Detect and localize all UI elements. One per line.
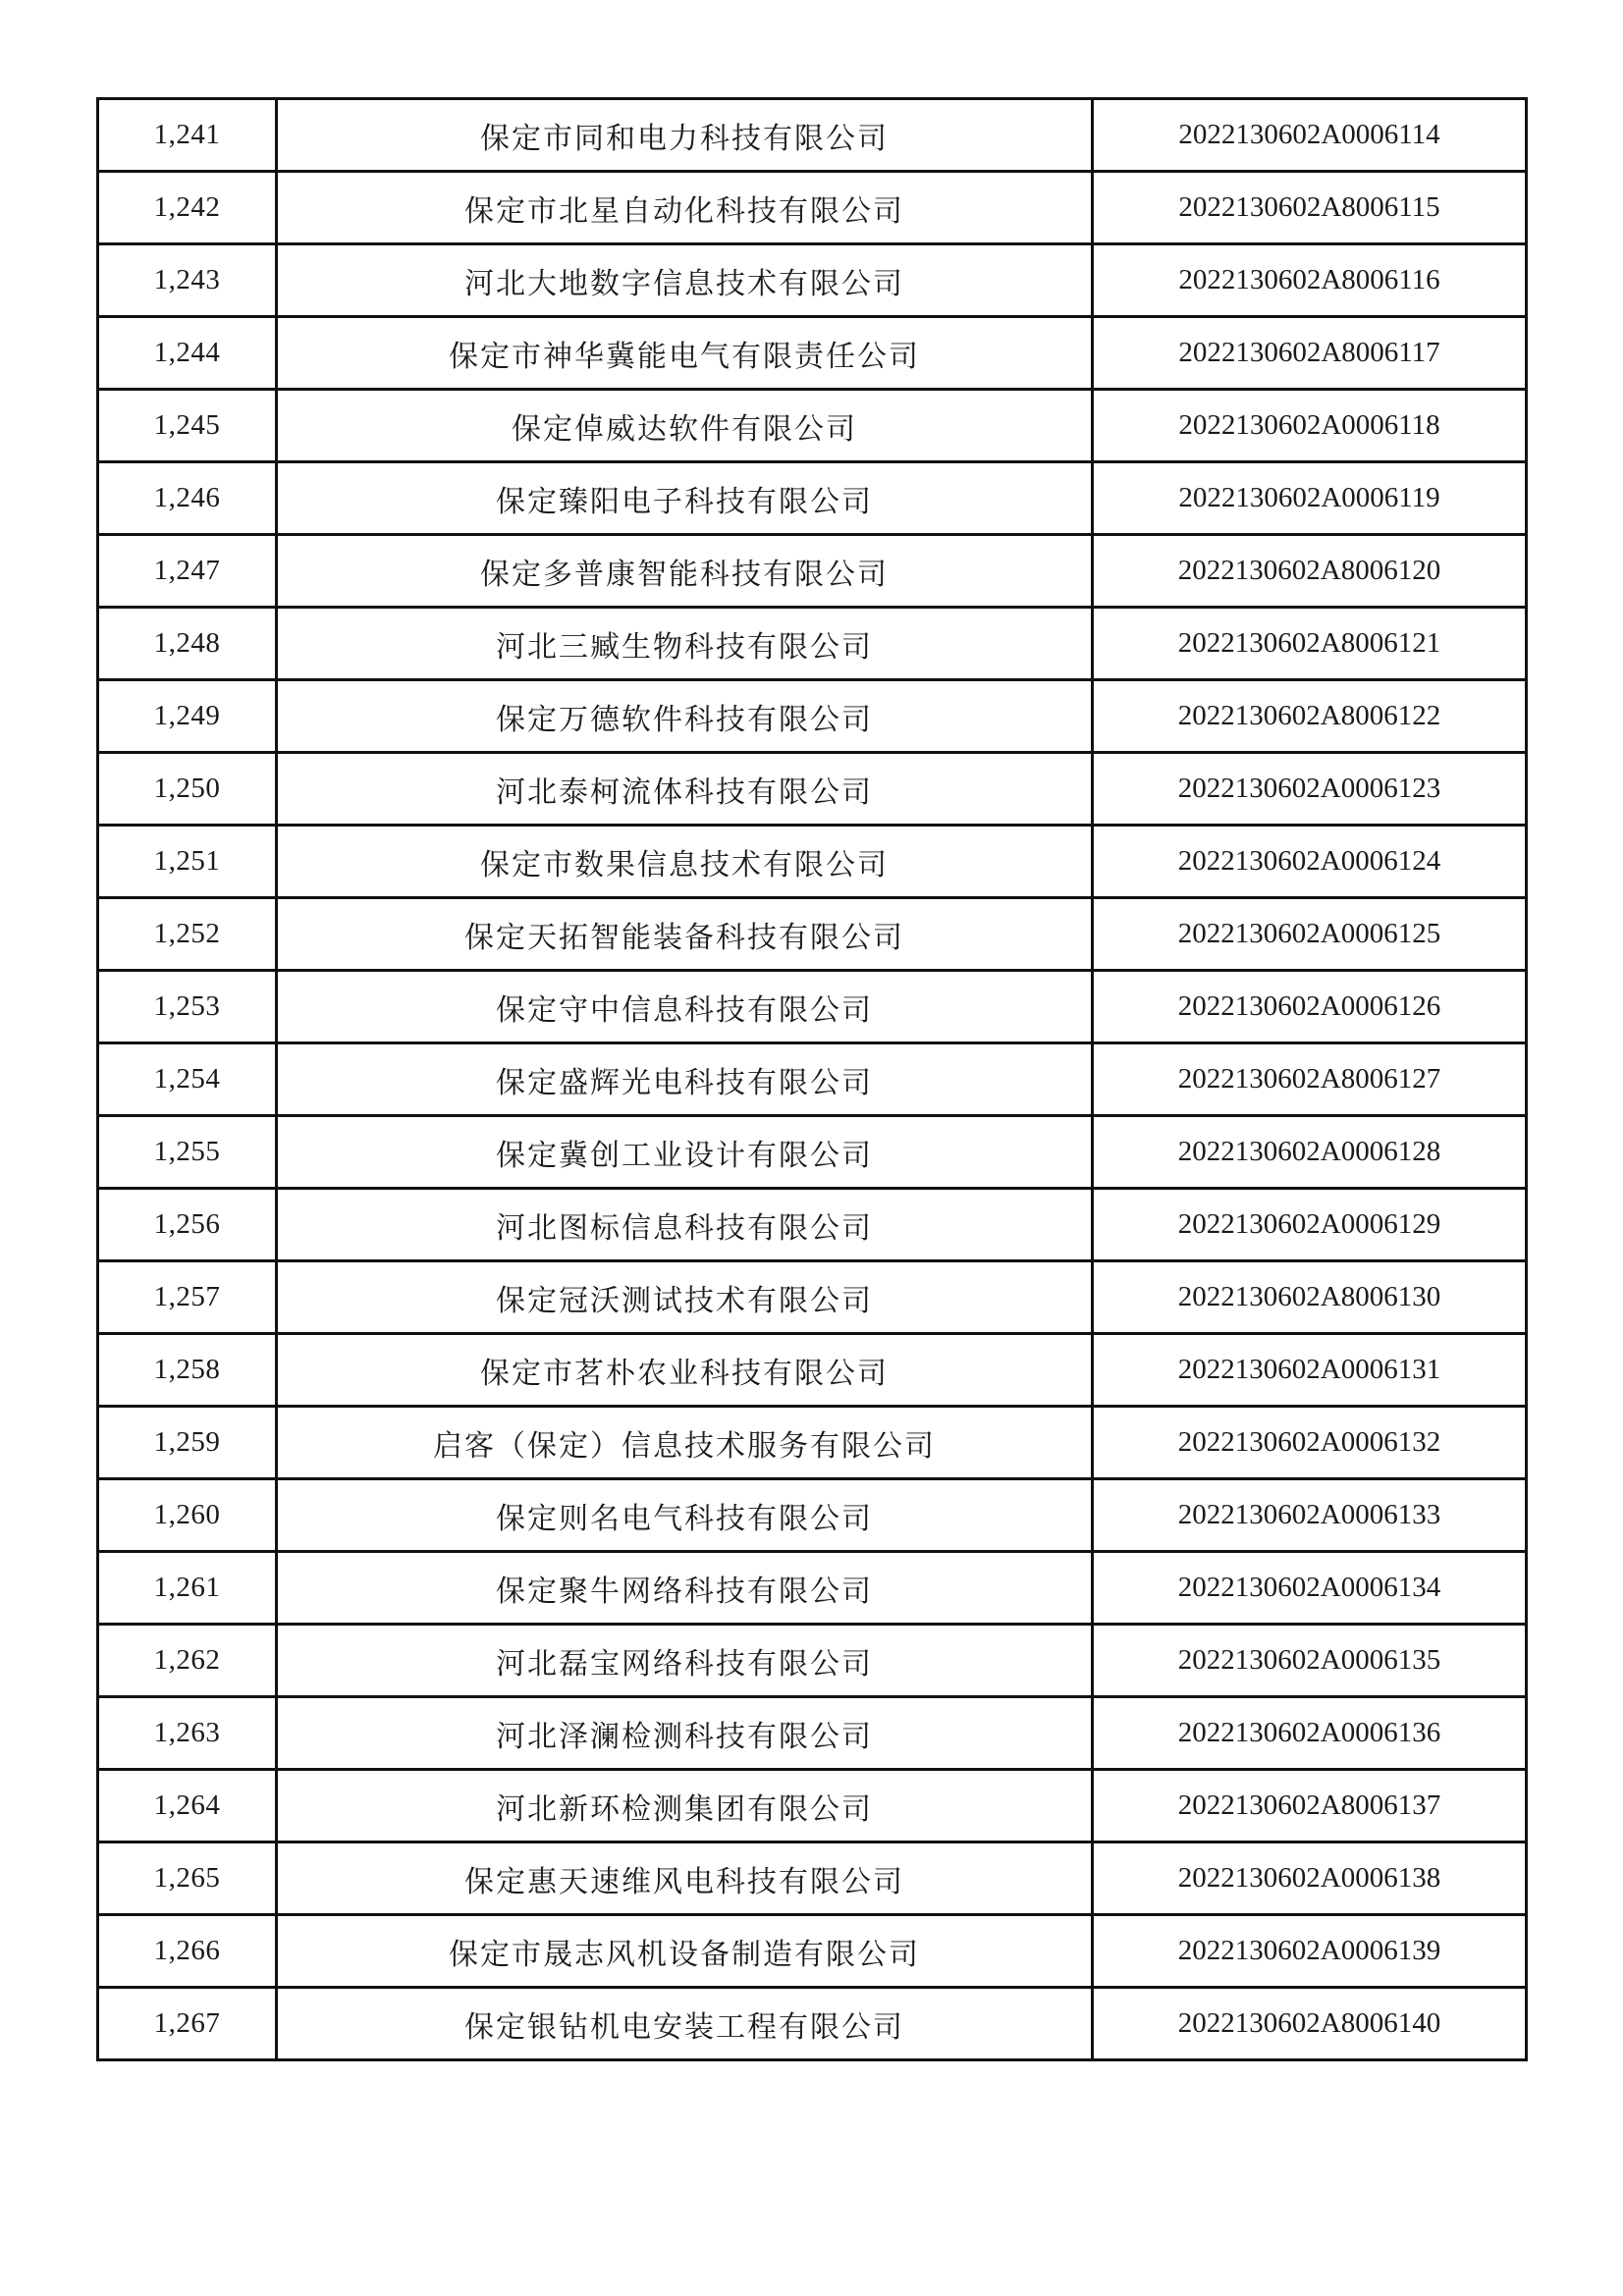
company-name-cell: 保定市数果信息技术有限公司: [277, 826, 1093, 898]
row-number-cell: 1,256: [98, 1189, 277, 1261]
registration-code-cell: 2022130602A8006137: [1093, 1770, 1527, 1842]
table-row: [98, 244, 1527, 317]
table-row: [98, 317, 1527, 390]
company-list-table: [96, 97, 1528, 2061]
registration-code-cell: 2022130602A0006138: [1093, 1842, 1527, 1915]
row-number-cell: 1,246: [98, 462, 277, 535]
registration-code-cell: 2022130602A8006130: [1093, 1261, 1527, 1334]
row-number-cell: 1,259: [98, 1407, 277, 1479]
company-name-cell: 河北磊宝网络科技有限公司: [277, 1625, 1093, 1697]
row-number-cell: 1,263: [98, 1697, 277, 1770]
registration-code-cell: 2022130602A0006123: [1093, 753, 1527, 826]
row-number-cell: 1,245: [98, 390, 277, 462]
company-name-cell: 保定冠沃测试技术有限公司: [277, 1261, 1093, 1334]
registration-code-cell: 2022130602A0006119: [1093, 462, 1527, 535]
registration-code-cell: 2022130602A8006127: [1093, 1043, 1527, 1116]
row-number-cell: 1,255: [98, 1116, 277, 1189]
row-number-cell: 1,264: [98, 1770, 277, 1842]
registration-code-cell: 2022130602A8006122: [1093, 680, 1527, 753]
row-number-cell: 1,260: [98, 1479, 277, 1552]
company-name-cell: 保定天拓智能装备科技有限公司: [277, 898, 1093, 971]
row-number-cell: 1,244: [98, 317, 277, 390]
table-row: [98, 1479, 1527, 1552]
company-name-cell: 保定盛辉光电科技有限公司: [277, 1043, 1093, 1116]
company-name-cell: 保定市晟志风机设备制造有限公司: [277, 1915, 1093, 1988]
row-number-cell: 1,248: [98, 608, 277, 680]
company-name-cell: 保定臻阳电子科技有限公司: [277, 462, 1093, 535]
table-row: [98, 1842, 1527, 1915]
registration-code-cell: 2022130602A8006140: [1093, 1988, 1527, 2060]
registration-code-cell: 2022130602A0006135: [1093, 1625, 1527, 1697]
registration-code-cell: 2022130602A0006124: [1093, 826, 1527, 898]
registration-code-cell: 2022130602A0006128: [1093, 1116, 1527, 1189]
company-name-cell: 保定冀创工业设计有限公司: [277, 1116, 1093, 1189]
table-body: [98, 99, 1527, 2060]
table-row: [98, 1988, 1527, 2060]
company-name-cell: 保定万德软件科技有限公司: [277, 680, 1093, 753]
table-row: [98, 1407, 1527, 1479]
row-number-cell: 1,266: [98, 1915, 277, 1988]
registration-code-cell: 2022130602A0006118: [1093, 390, 1527, 462]
table-row: [98, 608, 1527, 680]
registration-code-cell: 2022130602A8006117: [1093, 317, 1527, 390]
table-row: [98, 1116, 1527, 1189]
registration-code-cell: 2022130602A0006125: [1093, 898, 1527, 971]
company-name-cell: 保定守中信息科技有限公司: [277, 971, 1093, 1043]
company-name-cell: 河北泰柯流体科技有限公司: [277, 753, 1093, 826]
registration-code-cell: 2022130602A0006131: [1093, 1334, 1527, 1407]
row-number-cell: 1,242: [98, 172, 277, 244]
table-row: [98, 971, 1527, 1043]
row-number-cell: 1,253: [98, 971, 277, 1043]
table-row: [98, 1697, 1527, 1770]
company-name-cell: 河北大地数字信息技术有限公司: [277, 244, 1093, 317]
table-row: [98, 1552, 1527, 1625]
table-row: [98, 680, 1527, 753]
table-row: [98, 1261, 1527, 1334]
registration-code-cell: 2022130602A0006134: [1093, 1552, 1527, 1625]
company-name-cell: 河北三臧生物科技有限公司: [277, 608, 1093, 680]
row-number-cell: 1,261: [98, 1552, 277, 1625]
table-row: [98, 826, 1527, 898]
company-name-cell: 保定市茗朴农业科技有限公司: [277, 1334, 1093, 1407]
company-name-cell: 保定市神华冀能电气有限责任公司: [277, 317, 1093, 390]
registration-code-cell: 2022130602A0006114: [1093, 99, 1527, 172]
table-row: [98, 753, 1527, 826]
table-row: [98, 99, 1527, 172]
table-row: [98, 898, 1527, 971]
company-name-cell: 保定倬威达软件有限公司: [277, 390, 1093, 462]
row-number-cell: 1,262: [98, 1625, 277, 1697]
table-row: [98, 1625, 1527, 1697]
row-number-cell: 1,249: [98, 680, 277, 753]
registration-code-cell: 2022130602A0006132: [1093, 1407, 1527, 1479]
registration-code-cell: 2022130602A0006133: [1093, 1479, 1527, 1552]
row-number-cell: 1,252: [98, 898, 277, 971]
company-name-cell: 保定多普康智能科技有限公司: [277, 535, 1093, 608]
row-number-cell: 1,257: [98, 1261, 277, 1334]
company-name-cell: 河北新环检测集团有限公司: [277, 1770, 1093, 1842]
company-name-cell: 保定惠天速维风电科技有限公司: [277, 1842, 1093, 1915]
table-row: [98, 535, 1527, 608]
registration-code-cell: 2022130602A8006120: [1093, 535, 1527, 608]
table-row: [98, 1043, 1527, 1116]
row-number-cell: 1,243: [98, 244, 277, 317]
table-row: [98, 1770, 1527, 1842]
registration-code-cell: 2022130602A0006139: [1093, 1915, 1527, 1988]
row-number-cell: 1,258: [98, 1334, 277, 1407]
company-name-cell: 河北泽澜检测科技有限公司: [277, 1697, 1093, 1770]
table-row: [98, 1915, 1527, 1988]
company-name-cell: 保定市同和电力科技有限公司: [277, 99, 1093, 172]
table-row: [98, 1334, 1527, 1407]
row-number-cell: 1,267: [98, 1988, 277, 2060]
row-number-cell: 1,265: [98, 1842, 277, 1915]
table-row: [98, 462, 1527, 535]
company-name-cell: 启客（保定）信息技术服务有限公司: [277, 1407, 1093, 1479]
table-row: [98, 172, 1527, 244]
row-number-cell: 1,251: [98, 826, 277, 898]
row-number-cell: 1,250: [98, 753, 277, 826]
registration-code-cell: 2022130602A8006116: [1093, 244, 1527, 317]
company-name-cell: 保定则名电气科技有限公司: [277, 1479, 1093, 1552]
row-number-cell: 1,247: [98, 535, 277, 608]
company-name-cell: 保定银钻机电安装工程有限公司: [277, 1988, 1093, 2060]
row-number-cell: 1,241: [98, 99, 277, 172]
table-row: [98, 1189, 1527, 1261]
registration-code-cell: 2022130602A0006126: [1093, 971, 1527, 1043]
registration-code-cell: 2022130602A0006136: [1093, 1697, 1527, 1770]
company-name-cell: 保定市北星自动化科技有限公司: [277, 172, 1093, 244]
company-name-cell: 河北图标信息科技有限公司: [277, 1189, 1093, 1261]
company-name-cell: 保定聚牛网络科技有限公司: [277, 1552, 1093, 1625]
registration-code-cell: 2022130602A8006121: [1093, 608, 1527, 680]
row-number-cell: 1,254: [98, 1043, 277, 1116]
table-row: [98, 390, 1527, 462]
registration-code-cell: 2022130602A8006115: [1093, 172, 1527, 244]
registration-code-cell: 2022130602A0006129: [1093, 1189, 1527, 1261]
